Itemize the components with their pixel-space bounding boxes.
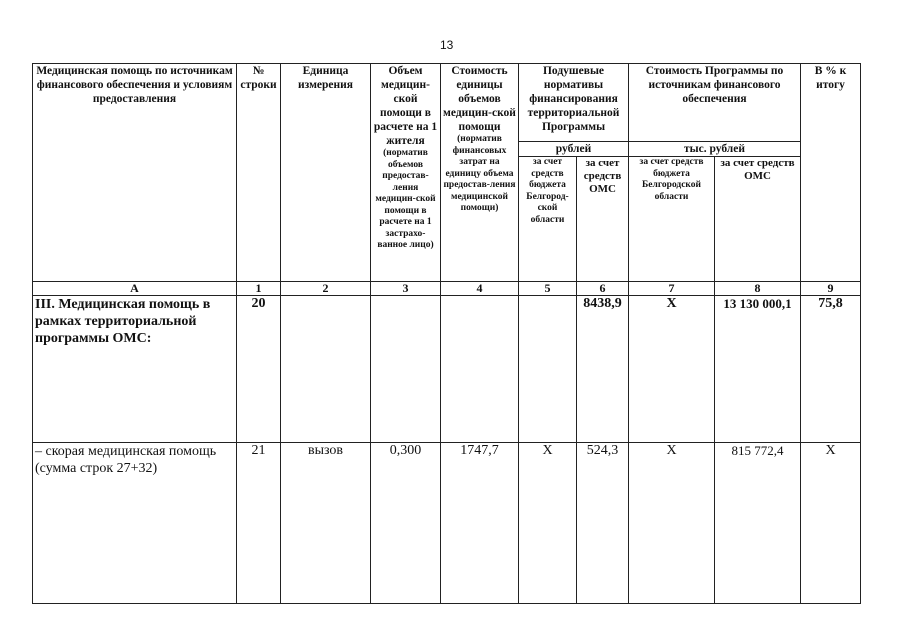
row-line-number: 20 — [237, 296, 281, 443]
row-cost-unit — [441, 296, 519, 443]
row-unit: вызов — [281, 443, 371, 604]
row-percent: 75,8 — [801, 296, 861, 443]
header-col-4-main: Стоимость единицы объемов медицин-ской помощи — [443, 65, 516, 133]
colnum-6: 6 — [577, 282, 629, 296]
colnum-a: А — [33, 282, 237, 296]
header-row-1 — [33, 64, 861, 142]
colnum-9: 9 — [801, 282, 861, 296]
row-per-capita-oms: 524,3 — [577, 443, 629, 604]
table-row — [33, 296, 861, 443]
header-rubles: рублей — [519, 142, 629, 157]
header-col-7: за счет средств бюджета Белгородской области — [629, 157, 715, 282]
row-unit — [281, 296, 371, 443]
table-row — [33, 443, 861, 604]
header-col-4 — [441, 64, 519, 282]
row-volume: 0,300 — [371, 443, 441, 604]
header-col-a: Медицинская помощь по источникам финансового обеспечения и условиям предоставления — [33, 64, 237, 282]
colnum-8: 8 — [715, 282, 801, 296]
colnum-4: 4 — [441, 282, 519, 296]
row-cost-unit: 1747,7 — [441, 443, 519, 604]
header-col-3 — [371, 64, 441, 282]
row-name: III. Медицинская помощь в рамках территориальной программы ОМС: — [33, 296, 237, 443]
row-per-capita-budget — [519, 296, 577, 443]
row-per-capita-oms: 8438,9 — [577, 296, 629, 443]
column-number-row — [33, 282, 861, 296]
colnum-3: 3 — [371, 282, 441, 296]
header-col-4-note: (норматив финансовых затрат на единицу объема предостав-ления медицинской помощи) — [443, 134, 516, 213]
colnum-1: 1 — [237, 282, 281, 296]
header-per-capita: Подушевые нормативы финансирования территориальной Программы — [519, 64, 629, 142]
row-name: – скорая медицинская помощь (сумма строк 27+32) — [33, 443, 237, 604]
header-col-5: за счет средств бюджета Белгород-ской области — [519, 157, 577, 282]
row-per-capita-budget: Х — [519, 443, 577, 604]
colnum-5: 5 — [519, 282, 577, 296]
header-col-8: за счет средств ОМС — [715, 157, 801, 282]
row-percent: Х — [801, 443, 861, 604]
row-line-number: 21 — [237, 443, 281, 604]
row-volume — [371, 296, 441, 443]
row-program-oms: 13 130 000,1 — [715, 296, 801, 443]
header-col-1: № строки — [237, 64, 281, 282]
header-thousand-rubles: тыс. рублей — [629, 142, 801, 157]
row-program-budget: Х — [629, 296, 715, 443]
program-cost-table — [32, 63, 861, 604]
header-col-3-note: (норматив объемов предостав-ления медицин-ской помощи в расчете на 1 застрахо-ванное лицо) — [375, 148, 436, 250]
page-number: 13 — [440, 38, 454, 52]
header-col-9: В % к итогу — [801, 64, 861, 282]
header-col-6: за счет средств ОМС — [577, 157, 629, 282]
colnum-2: 2 — [281, 282, 371, 296]
header-col-2: Единица измерения — [281, 64, 371, 282]
header-col-3-main: Объем медицин-ской помощи в расчете на 1 жителя — [373, 65, 438, 147]
colnum-7: 7 — [629, 282, 715, 296]
header-program-cost: Стоимость Программы по источникам финансового обеспечения — [629, 64, 801, 142]
row-program-budget: Х — [629, 443, 715, 604]
row-program-oms: 815 772,4 — [715, 443, 801, 604]
